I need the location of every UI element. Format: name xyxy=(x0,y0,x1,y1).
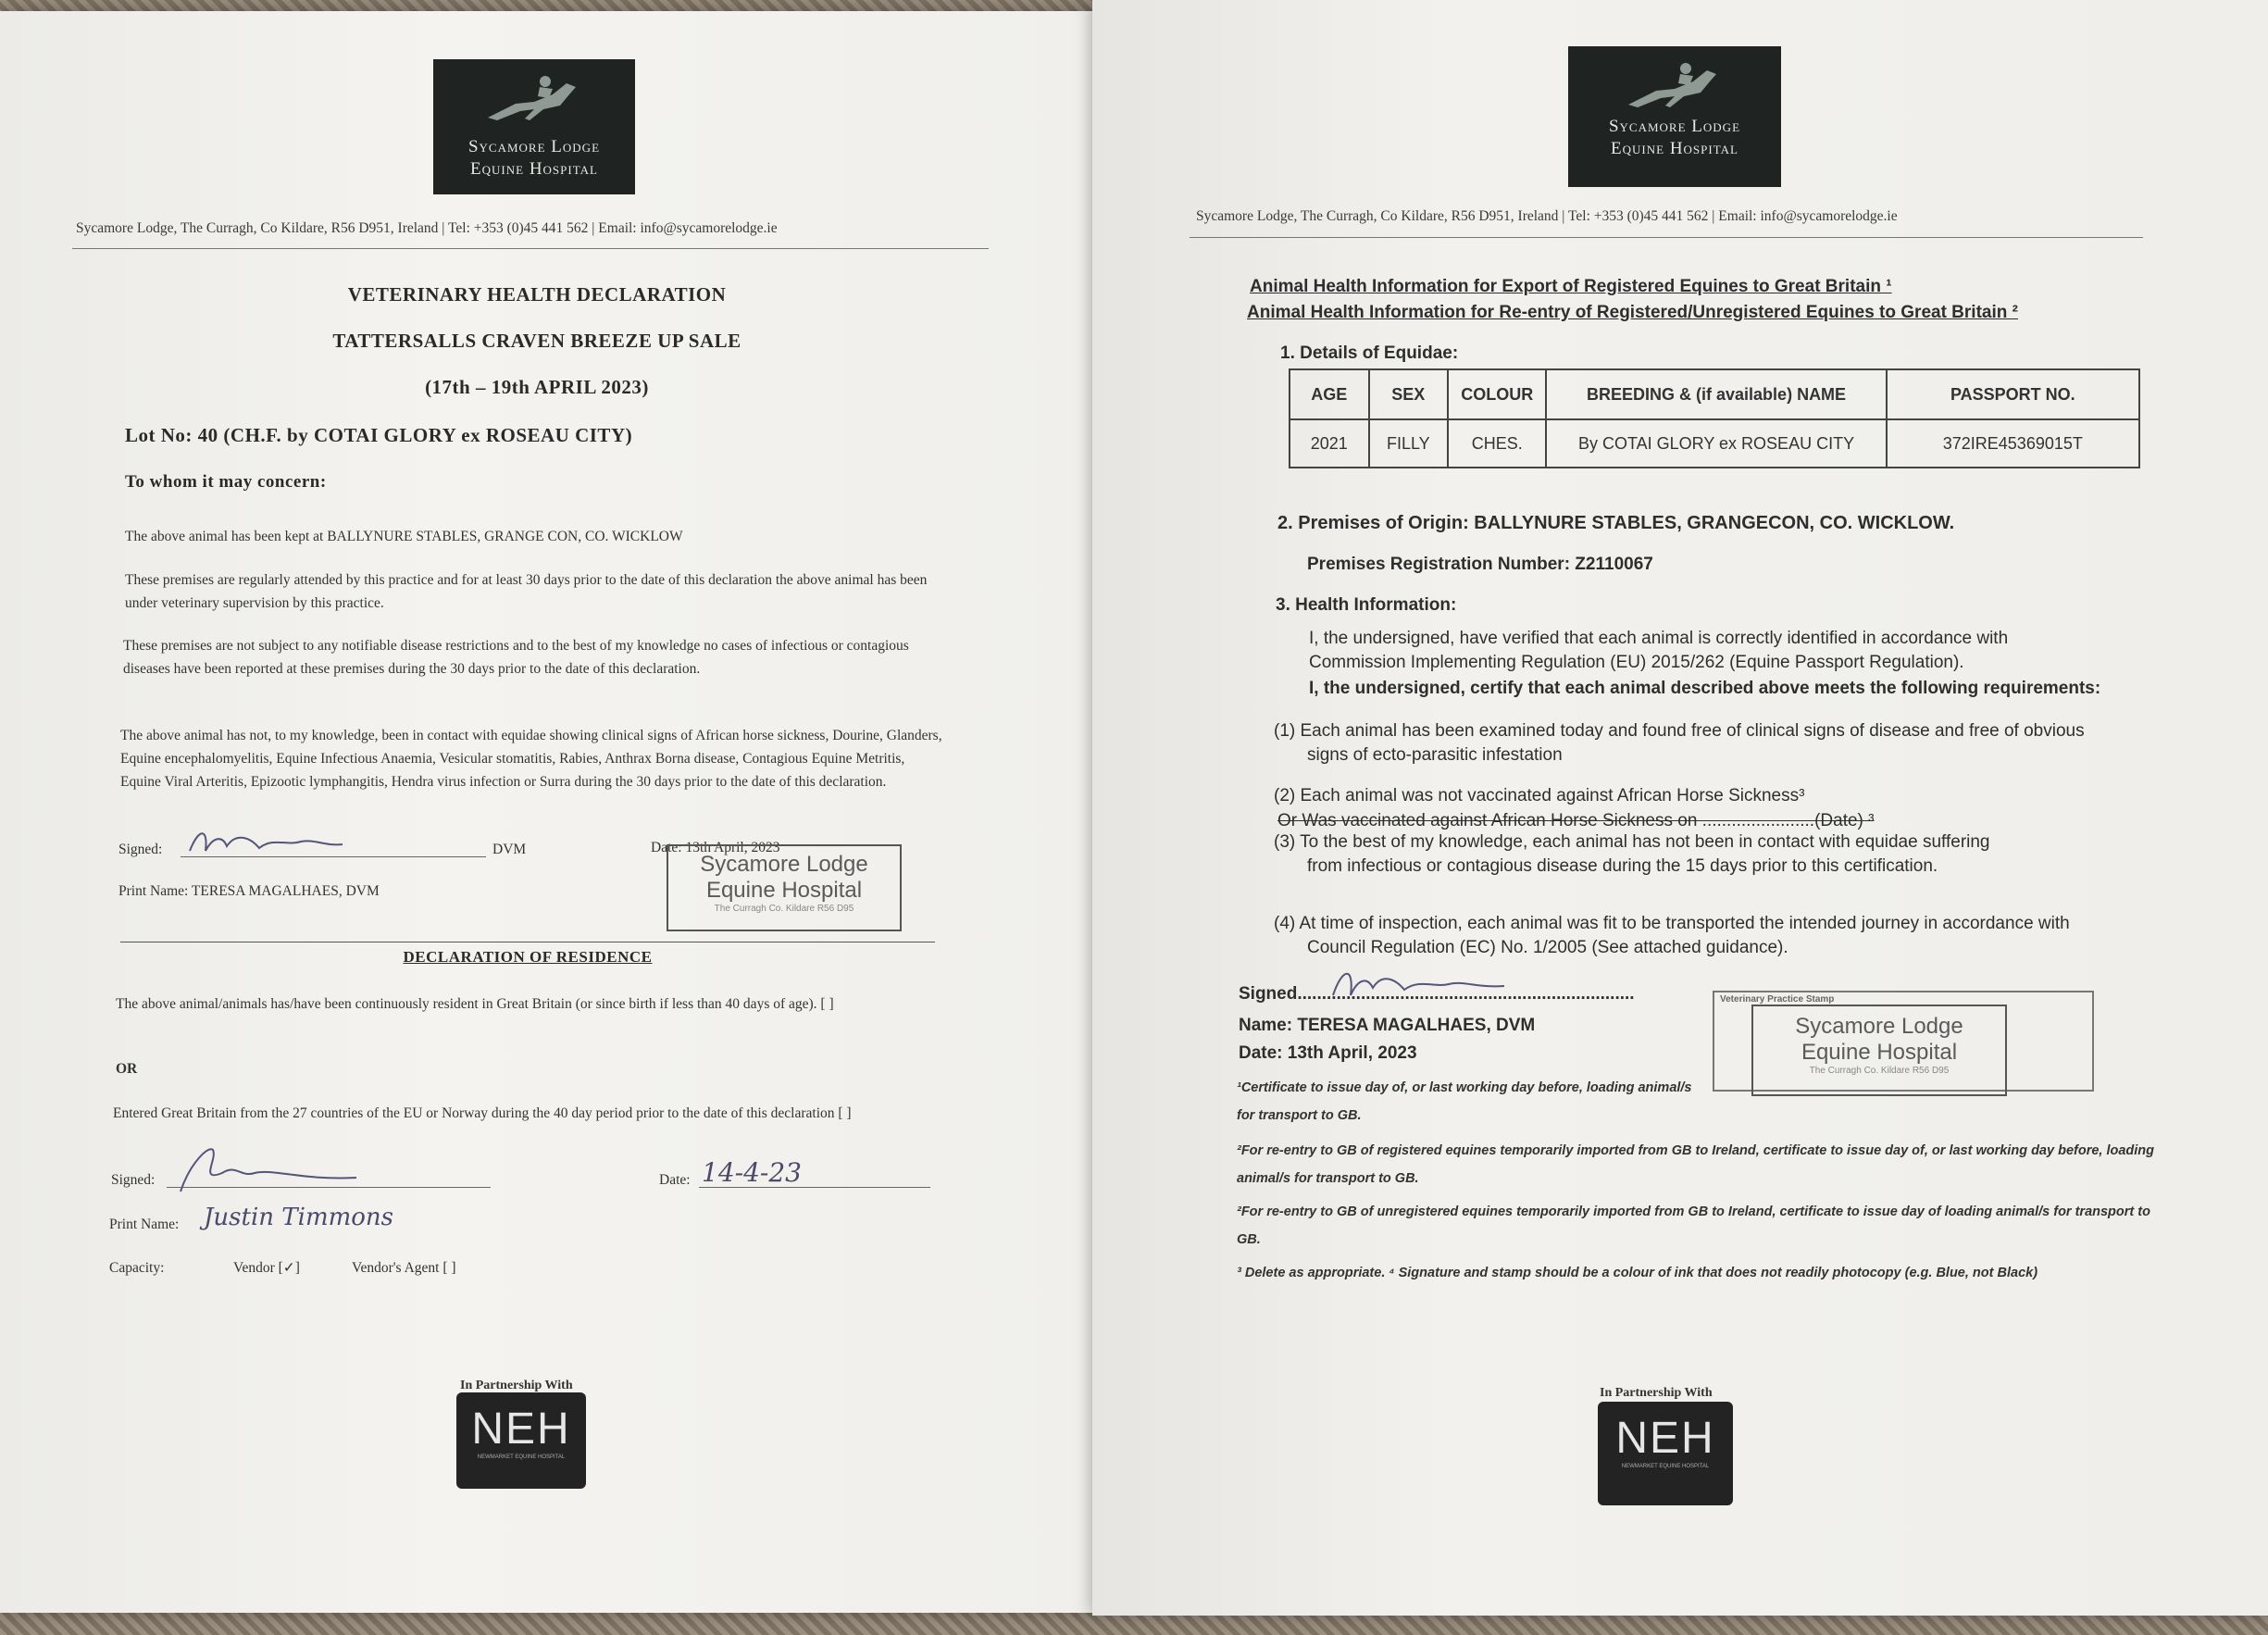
table-row xyxy=(1290,419,2139,468)
header-colour: COLOUR xyxy=(1448,369,1546,419)
health-line-1: I, the undersigned, have verified that each animal is correctly identified in accordance with xyxy=(1309,629,2009,648)
logo-line-1: Sycamore Lodge xyxy=(1608,117,1741,136)
date-right: Date: 13th April, 2023 xyxy=(1239,1043,1417,1063)
logo-line-2: Equine Hospital xyxy=(1611,139,1738,158)
signed-line-right: Signed..................................................................... xyxy=(1239,984,1635,1004)
sale-dates: (17th – 19th APRIL 2023) xyxy=(425,376,649,398)
table-header-row xyxy=(1290,369,2139,419)
neh-logo-subtext: NEWMARKET EQUINE HOSPITAL xyxy=(1621,1464,1710,1469)
stamp-line-1: Sycamore Lodge xyxy=(700,852,868,877)
letterhead-address-right: Sycamore Lodge, The Curragh, Co Kildare, R56 D951, Ireland | Tel: +353 (0)45 441 562 | Email: info@sycamorelodge.ie xyxy=(1196,208,1898,224)
cell-age: 2021 xyxy=(1290,419,1369,468)
condition-2: (2) Each animal was not vaccinated against African Horse Sickness³ xyxy=(1274,786,1805,805)
neh-logo-text: NEH xyxy=(1615,1414,1715,1463)
sycamore-lodge-logo xyxy=(433,59,635,194)
cell-colour: CHES. xyxy=(1448,419,1546,468)
date-2-handwritten: 14-4-23 xyxy=(702,1157,802,1188)
equidae-table xyxy=(1289,368,2140,468)
footnote-3: ²For re-entry to GB of unregistered equines temporarily imported from GB to Ireland, certificate to issue day of loading animal/s for transport to GB. xyxy=(1237,1204,2150,1247)
footnote-2: ²For re-entry to GB of registered equines temporarily imported from GB to Ireland, certificate to issue day of, or last working day before, loading animal/s for transport to GB. xyxy=(1237,1143,2155,1186)
header-sex: SEX xyxy=(1369,369,1449,419)
stamp-line-1: Sycamore Lodge xyxy=(1795,1014,1963,1039)
sycamore-lodge-logo-right xyxy=(1568,46,1781,187)
contact-paragraph: The above animal has not, to my knowledge, been in contact with equidae showing clinical signs of African horse sickness, Dourine, Glanders, Equine encephalomyelitis, Equine Infectious Anaemia, Vesicular stomatitis, Rabies, Anthrax Borna disease, Contagious Equine Metritis, Equine Viral Arteritis, Epizootic lymphangitis, Hendra virus infection or Surra during the 30 days prior to the date of this declaration. xyxy=(120,728,942,790)
or-label: OR xyxy=(116,1061,138,1077)
signed-2-label: Signed: xyxy=(111,1172,156,1188)
health-line-3: I, the undersigned, certify that each animal described above meets the following requirements: xyxy=(1309,679,2101,698)
neh-logo-text: NEH xyxy=(471,1404,571,1454)
condition-3-line-2: from infectious or contagious disease during the 15 days prior to this certification. xyxy=(1307,856,1938,876)
header-breeding: BREEDING & (if available) NAME xyxy=(1546,369,1886,419)
footnote-1: ¹Certificate to issue day of, or last working day before, loading animal/s for transport to GB. xyxy=(1237,1080,1692,1123)
lot-number: Lot No: 40 (CH.F. by COTAI GLORY ex ROSEAU CITY) xyxy=(125,424,633,446)
disease-restrictions-paragraph: These premises are not subject to any notifiable disease restrictions and to the best of my knowledge no cases of infectious or contagious diseases have been reported at these premises during the 30 days prior to the date of this declaration. xyxy=(123,638,909,677)
premises-registration: Premises Registration Number: Z2110067 xyxy=(1307,555,1653,574)
vet-signature-image-right xyxy=(1328,958,1514,1009)
vet-signature-image xyxy=(185,818,352,865)
capacity-label: Capacity: xyxy=(109,1260,165,1276)
reentry-heading: Animal Health Information for Re-entry of Registered/Unregistered Equines to Great Britain ² xyxy=(1247,303,2018,322)
print-name-2-handwritten: Justin Timmons xyxy=(204,1204,393,1231)
section-1-title: 1. Details of Equidae: xyxy=(1280,343,1459,363)
declaration-title: VETERINARY HEALTH DECLARATION xyxy=(347,283,727,306)
right-document-page xyxy=(1092,0,2268,1616)
export-heading: Animal Health Information for Export of Registered Equines to Great Britain ¹ xyxy=(1250,277,1892,296)
attendance-paragraph: These premises are regularly attended by this practice and for at least 30 days prior to the date of this declaration the above animal has been under veterinary supervision by this practice. xyxy=(125,572,928,611)
to-whom-line: To whom it may concern: xyxy=(125,472,327,492)
stamp-line-2: Equine Hospital xyxy=(705,878,863,903)
vendor-option: Vendor [✓] xyxy=(233,1260,300,1276)
logo-line-1: Sycamore Lodge xyxy=(467,137,601,156)
condition-3-line-1: (3) To the best of my knowledge, each animal has not been in contact with equidae suffering xyxy=(1274,832,1990,852)
residence-title: DECLARATION OF RESIDENCE xyxy=(403,948,653,966)
cell-sex: FILLY xyxy=(1369,419,1449,468)
residence-paragraph: The above animal/animals has/have been continuously resident in Great Britain (or since birth if less than 40 days of age). [ ] xyxy=(116,996,834,1012)
header-age: AGE xyxy=(1290,369,1369,419)
vet-date: Date: 13th April, 2023 xyxy=(651,840,780,855)
vet-print-name: Print Name: TERESA MAGALHAES, DVM xyxy=(118,883,380,899)
hospital-stamp xyxy=(667,844,902,931)
neh-logo-right xyxy=(1598,1402,1733,1505)
stamp-line-3: The Curragh Co. Kildare R56 D95 xyxy=(1809,1066,1950,1076)
condition-4-line-2: Council Regulation (EC) No. 1/2005 (See attached guidance). xyxy=(1307,938,1788,957)
vendor-agent-option: Vendor's Agent [ ] xyxy=(352,1260,456,1276)
dvm-label: DVM xyxy=(492,842,527,857)
letterhead-rule xyxy=(72,248,989,249)
horse-and-jockey-icon xyxy=(1619,54,1730,111)
letterhead-address: Sycamore Lodge, The Curragh, Co Kildare, R56 D951, Ireland | Tel: +353 (0)45 441 562 | Email: info@sycamorelodge.ie xyxy=(76,220,778,236)
letterhead-rule-right xyxy=(1190,237,2143,238)
hospital-stamp-right xyxy=(1751,1005,2007,1096)
section-2-premises: 2. Premises of Origin: BALLYNURE STABLES, GRANGECON, CO. WICKLOW. xyxy=(1277,513,1955,533)
signed-label: Signed: xyxy=(118,842,163,857)
header-passport: PASSPORT NO. xyxy=(1887,369,2139,419)
date-2-label: Date: xyxy=(659,1172,691,1188)
horse-and-jockey-icon xyxy=(479,67,590,124)
condition-1-line-2: signs of ecto-parasitic infestation xyxy=(1307,745,1563,765)
kept-at-paragraph: The above animal has been kept at BALLYNURE STABLES, GRANGE CON, CO. WICKLOW xyxy=(125,529,683,544)
entered-paragraph: Entered Great Britain from the 27 countries of the EU or Norway during the 40 day period prior to the date of this declaration [ ] xyxy=(113,1105,852,1121)
neh-logo-subtext: NEWMARKET EQUINE HOSPITAL xyxy=(477,1454,566,1460)
vendor-signature-image xyxy=(171,1136,375,1201)
footnote-4: ³ Delete as appropriate. ⁴ Signature and stamp should be a colour of ink that does not readily photocopy (e.g. Blue, not Black) xyxy=(1237,1266,2038,1280)
left-document-page xyxy=(0,11,1092,1613)
neh-logo xyxy=(456,1392,586,1489)
partnership-label-right: In Partnership With xyxy=(1600,1386,1713,1400)
condition-4-line-1: (4) At time of inspection, each animal was fit to be transported the intended journey in accordance with xyxy=(1274,914,2070,933)
condition-1-line-1: (1) Each animal has been examined today and found free of clinical signs of disease and free of obvious xyxy=(1274,721,2085,741)
logo-line-2: Equine Hospital xyxy=(470,159,598,179)
stamp-line-3: The Curragh Co. Kildare R56 D95 xyxy=(714,904,854,914)
section-3-title: 3. Health Information: xyxy=(1276,595,1457,615)
partnership-label: In Partnership With xyxy=(460,1379,573,1392)
print-name-2-label: Print Name: xyxy=(109,1217,180,1232)
cell-breeding: By COTAI GLORY ex ROSEAU CITY xyxy=(1546,419,1886,468)
sale-title: TATTERSALLS CRAVEN BREEZE UP SALE xyxy=(332,330,741,352)
health-line-2: Commission Implementing Regulation (EU) 2015/262 (Equine Passport Regulation). xyxy=(1309,653,1964,672)
name-right: Name: TERESA MAGALHAES, DVM xyxy=(1239,1016,1536,1035)
practice-stamp-label: Veterinary Practice Stamp xyxy=(1720,994,1835,1005)
condition-2-struck: Or Was vaccinated against African Horse Sickness on .......................(Date) ³ xyxy=(1277,811,1875,830)
cell-passport: 372IRE45369015T xyxy=(1887,419,2139,468)
stamp-line-2: Equine Hospital xyxy=(1801,1040,1958,1065)
